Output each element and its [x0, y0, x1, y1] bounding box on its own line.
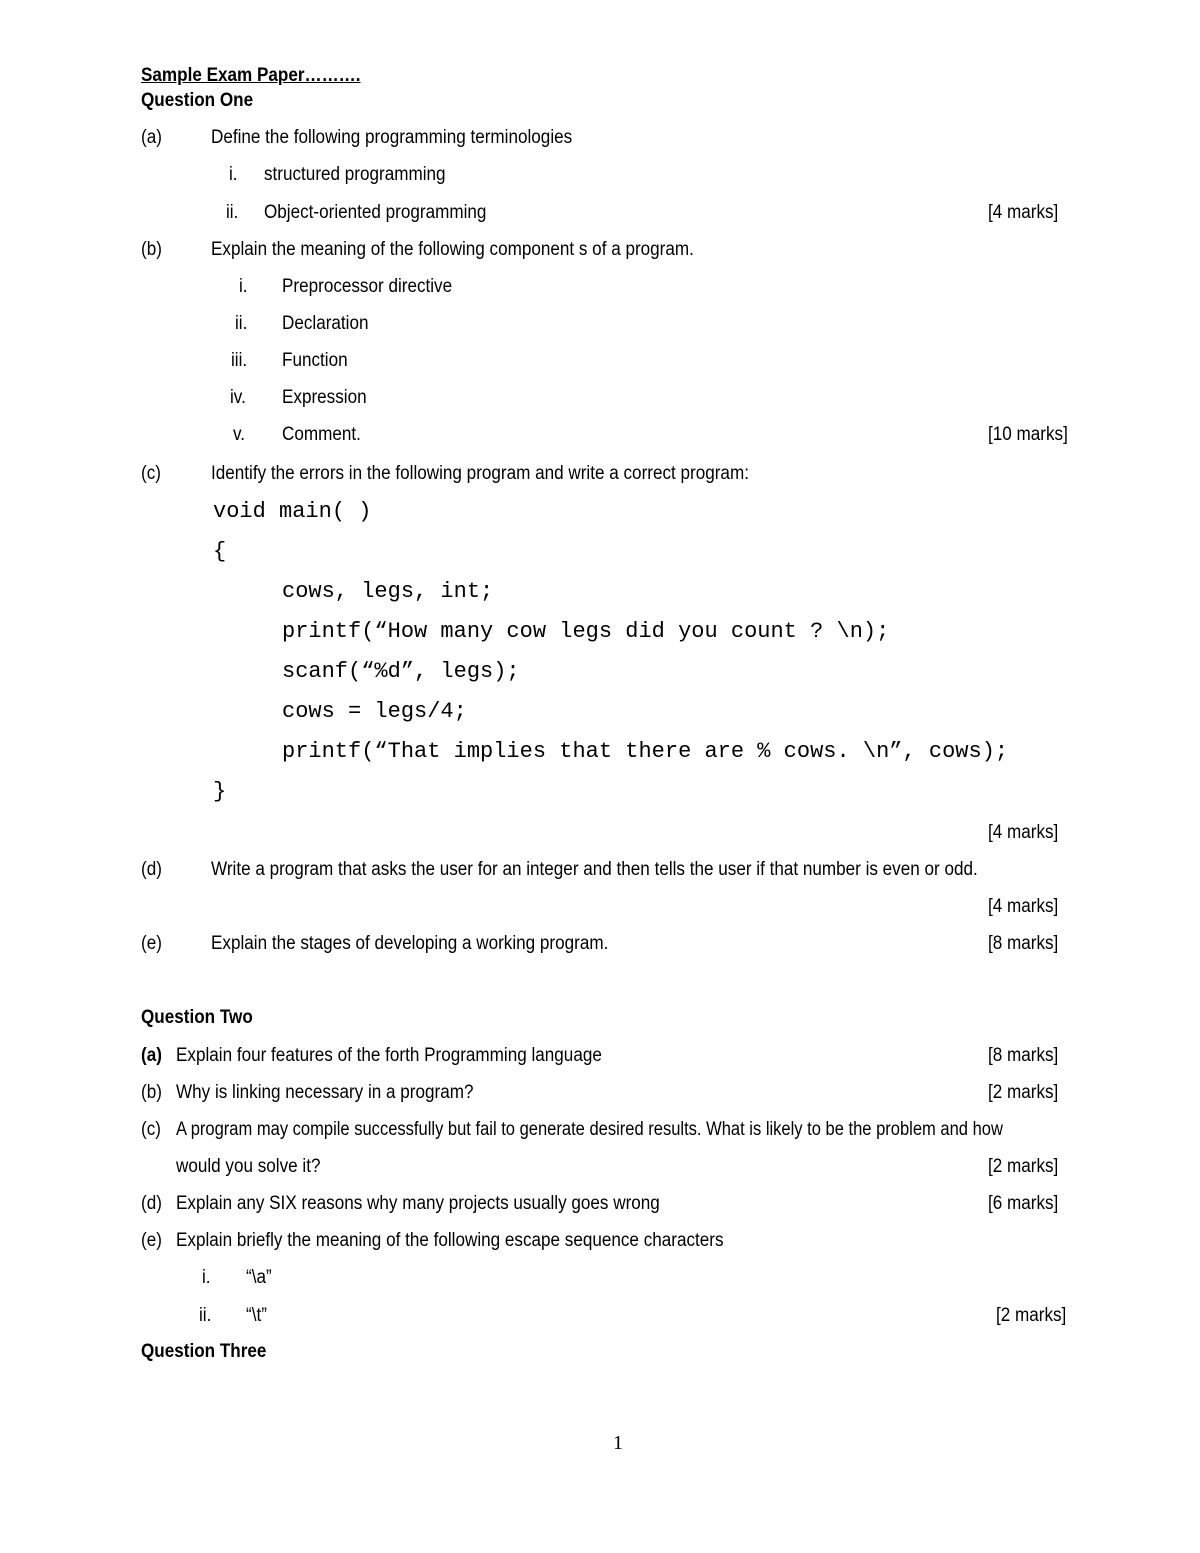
q1b-item-text: Comment.	[282, 424, 361, 445]
code-line: {	[213, 539, 227, 564]
q1b-item-num: i.	[239, 276, 248, 297]
q2c-marks: [2 marks]	[988, 1156, 1059, 1177]
q2d-text: Explain any SIX reasons why many projects usually goes wrong	[176, 1193, 660, 1214]
q1d-marks: [4 marks]	[988, 896, 1059, 917]
paper-title: Sample Exam Paper……….	[141, 65, 361, 86]
question-two-heading: Question Two	[141, 1007, 253, 1028]
code-line: }	[213, 779, 227, 804]
q1b-item-num: iv.	[230, 387, 246, 408]
code-line: printf(“That implies that there are % cows. \n”, cows);	[282, 739, 1009, 764]
q2a-label: (a)	[141, 1045, 162, 1066]
q1e-text: Explain the stages of developing a working program.	[211, 933, 609, 954]
q2d-marks: [6 marks]	[988, 1193, 1059, 1214]
q2c-text-continued: would you solve it?	[176, 1156, 321, 1177]
q2b-text: Why is linking necessary in a program?	[176, 1082, 474, 1103]
page-number: 1	[613, 1432, 623, 1454]
q1a-marks: [4 marks]	[988, 202, 1059, 223]
q1e-label: (e)	[141, 933, 162, 954]
q1a-item-text: structured programming	[264, 164, 446, 185]
code-line: scanf(“%d”, legs);	[282, 659, 520, 684]
q1b-item-num: iii.	[231, 350, 248, 371]
q1b-label: (b)	[141, 239, 162, 260]
code-line: printf(“How many cow legs did you count ? \n);	[282, 619, 890, 644]
q1d-label: (d)	[141, 859, 162, 880]
q1a-item-text: Object-oriented programming	[264, 202, 487, 223]
q2e-item-num: i.	[202, 1267, 211, 1288]
q2e-text: Explain briefly the meaning of the following escape sequence characters	[176, 1230, 724, 1251]
q1a-text: Define the following programming terminologies	[211, 127, 573, 148]
code-line: cows, legs, int;	[282, 579, 494, 604]
q1b-item-num: v.	[233, 424, 246, 445]
q1d-text: Write a program that asks the user for an integer and then tells the user if that number is even or odd.	[211, 859, 978, 880]
q1c-marks: [4 marks]	[988, 822, 1059, 843]
q1b-item-num: ii.	[235, 313, 248, 334]
q1e-marks: [8 marks]	[988, 933, 1059, 954]
question-three-heading: Question Three	[141, 1341, 267, 1362]
q1c-text: Identify the errors in the following program and write a correct program:	[211, 463, 749, 484]
q2a-text: Explain four features of the forth Programming language	[176, 1045, 602, 1066]
q2d-label: (d)	[141, 1193, 162, 1214]
q1a-label: (a)	[141, 127, 162, 148]
q1b-marks: [10 marks]	[988, 424, 1068, 445]
q2a-marks: [8 marks]	[988, 1045, 1059, 1066]
q2e-label: (e)	[141, 1230, 162, 1251]
code-line: cows = legs/4;	[282, 699, 467, 724]
q2c-text: A program may compile successfully but fail to generate desired results. What is likely to be the problem and how	[176, 1119, 1003, 1140]
q2e-item-num: ii.	[199, 1305, 212, 1326]
q2e-marks: [2 marks]	[996, 1305, 1067, 1326]
q2e-item-text: “\a”	[246, 1267, 272, 1288]
q1b-item-text: Function	[282, 350, 348, 371]
q1c-label: (c)	[141, 463, 161, 484]
q1b-item-text: Preprocessor directive	[282, 276, 453, 297]
q2e-item-text: “\t”	[246, 1305, 267, 1326]
q2c-label: (c)	[141, 1119, 161, 1140]
q1b-text: Explain the meaning of the following component s of a program.	[211, 239, 694, 260]
q2b-label: (b)	[141, 1082, 162, 1103]
code-line: void main( )	[213, 499, 372, 524]
q1b-item-text: Expression	[282, 387, 367, 408]
q1a-item-num: ii.	[226, 202, 239, 223]
question-one-heading: Question One	[141, 90, 254, 111]
q1a-item-num: i.	[229, 164, 238, 185]
q2b-marks: [2 marks]	[988, 1082, 1059, 1103]
q1b-item-text: Declaration	[282, 313, 369, 334]
